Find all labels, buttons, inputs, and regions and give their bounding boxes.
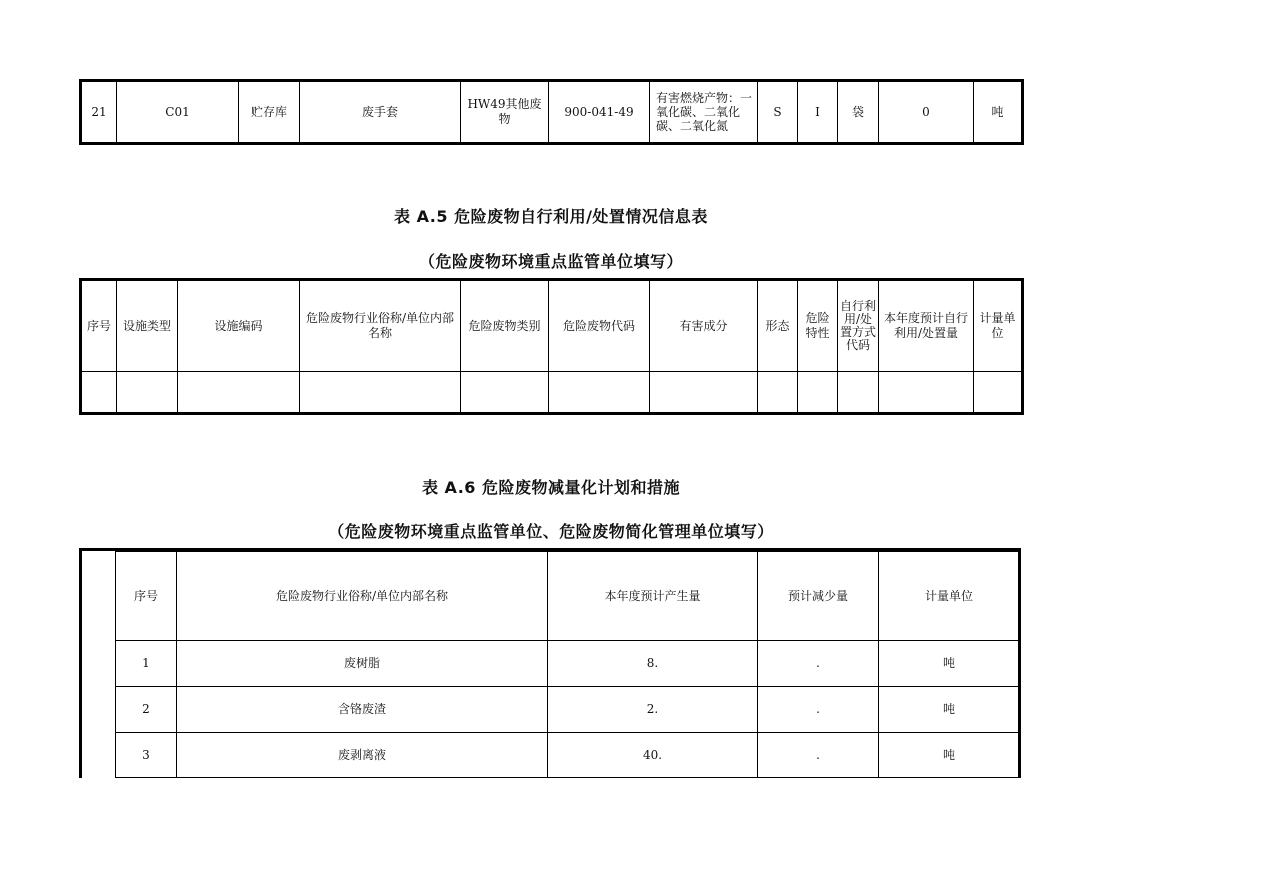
row-unit: 吨 [879,641,1020,687]
row-hazard: 有害燃烧产物：一氧化碳、二氧化碳、二氧化氮 [650,81,758,144]
row-name: 废树脂 [177,641,548,687]
waste-row-table [79,79,1024,145]
row-container: 袋 [838,81,879,144]
table-a6-title: 表 A.6 危险废物减量化计划和措施 [421,478,681,497]
header-property: 危险特性 [798,280,838,372]
header-planned: 本年度预计产生量 [548,552,758,641]
row-form: S [758,81,798,144]
row-seq: 3 [116,733,177,778]
table-row [116,687,1020,733]
header-facility-type: 设施类型 [117,280,178,372]
row-quantity: 0 [879,81,974,144]
row-waste-name: 废手套 [300,81,461,144]
row-category: HW49其他废物 [461,81,549,144]
empty-cell [838,372,879,414]
table-a6 [115,551,1020,778]
header-code: 危险废物代码 [549,280,650,372]
empty-cell [178,372,300,414]
table-a5-subtitle: （危险废物环境重点监管单位填写） [418,252,683,271]
empty-cell [300,372,461,414]
row-facility-type: 贮存库 [239,81,300,144]
empty-cell [650,372,758,414]
empty-cell [549,372,650,414]
empty-cell [81,372,117,414]
row-code: 900-041-49 [549,81,650,144]
header-form: 形态 [758,280,798,372]
row-planned: 8. [548,641,758,687]
header-seq: 序号 [116,552,177,641]
table-header-row [116,552,1020,641]
row-unit: 吨 [974,81,1023,144]
table-header-row [81,280,1023,372]
table-row-empty [81,372,1023,414]
row-name: 废剥离液 [177,733,548,778]
row-reduction: . [758,733,879,778]
empty-cell [758,372,798,414]
header-amount: 本年度预计自行利用/处置量 [879,280,974,372]
table-a5 [79,278,1024,415]
row-planned: 2. [548,687,758,733]
header-unit: 计量单位 [879,552,1020,641]
table-a5-title: 表 A.5 危险废物自行利用/处置情况信息表 [394,207,708,226]
header-waste-name: 危险废物行业俗称/单位内部名称 [300,280,461,372]
row-planned: 40. [548,733,758,778]
row-name: 含铬废渣 [177,687,548,733]
row-unit: 吨 [879,687,1020,733]
row-unit: 吨 [879,733,1020,778]
row-seq: 2 [116,687,177,733]
table-a6-left-rule [79,548,82,778]
header-category: 危险废物类别 [461,280,549,372]
row-seq: 21 [81,81,117,144]
table-row [116,641,1020,687]
empty-cell [798,372,838,414]
row-property: I [798,81,838,144]
table-row [81,81,1023,144]
empty-cell [461,372,549,414]
header-name: 危险废物行业俗称/单位内部名称 [177,552,548,641]
empty-cell [117,372,178,414]
row-seq: 1 [116,641,177,687]
header-facility-code: 设施编码 [178,280,300,372]
row-facility-code: C01 [117,81,239,144]
empty-cell [974,372,1023,414]
header-unit: 计量单位 [974,280,1023,372]
header-hazard: 有害成分 [650,280,758,372]
header-method: 自行利用/处置方式代码 [838,280,879,372]
table-a6-subtitle: （危险废物环境重点监管单位、危险废物简化管理单位填写） [328,522,774,541]
header-seq: 序号 [81,280,117,372]
row-reduction: . [758,641,879,687]
table-row [116,733,1020,778]
header-reduction: 预计减少量 [758,552,879,641]
row-reduction: . [758,687,879,733]
empty-cell [879,372,974,414]
